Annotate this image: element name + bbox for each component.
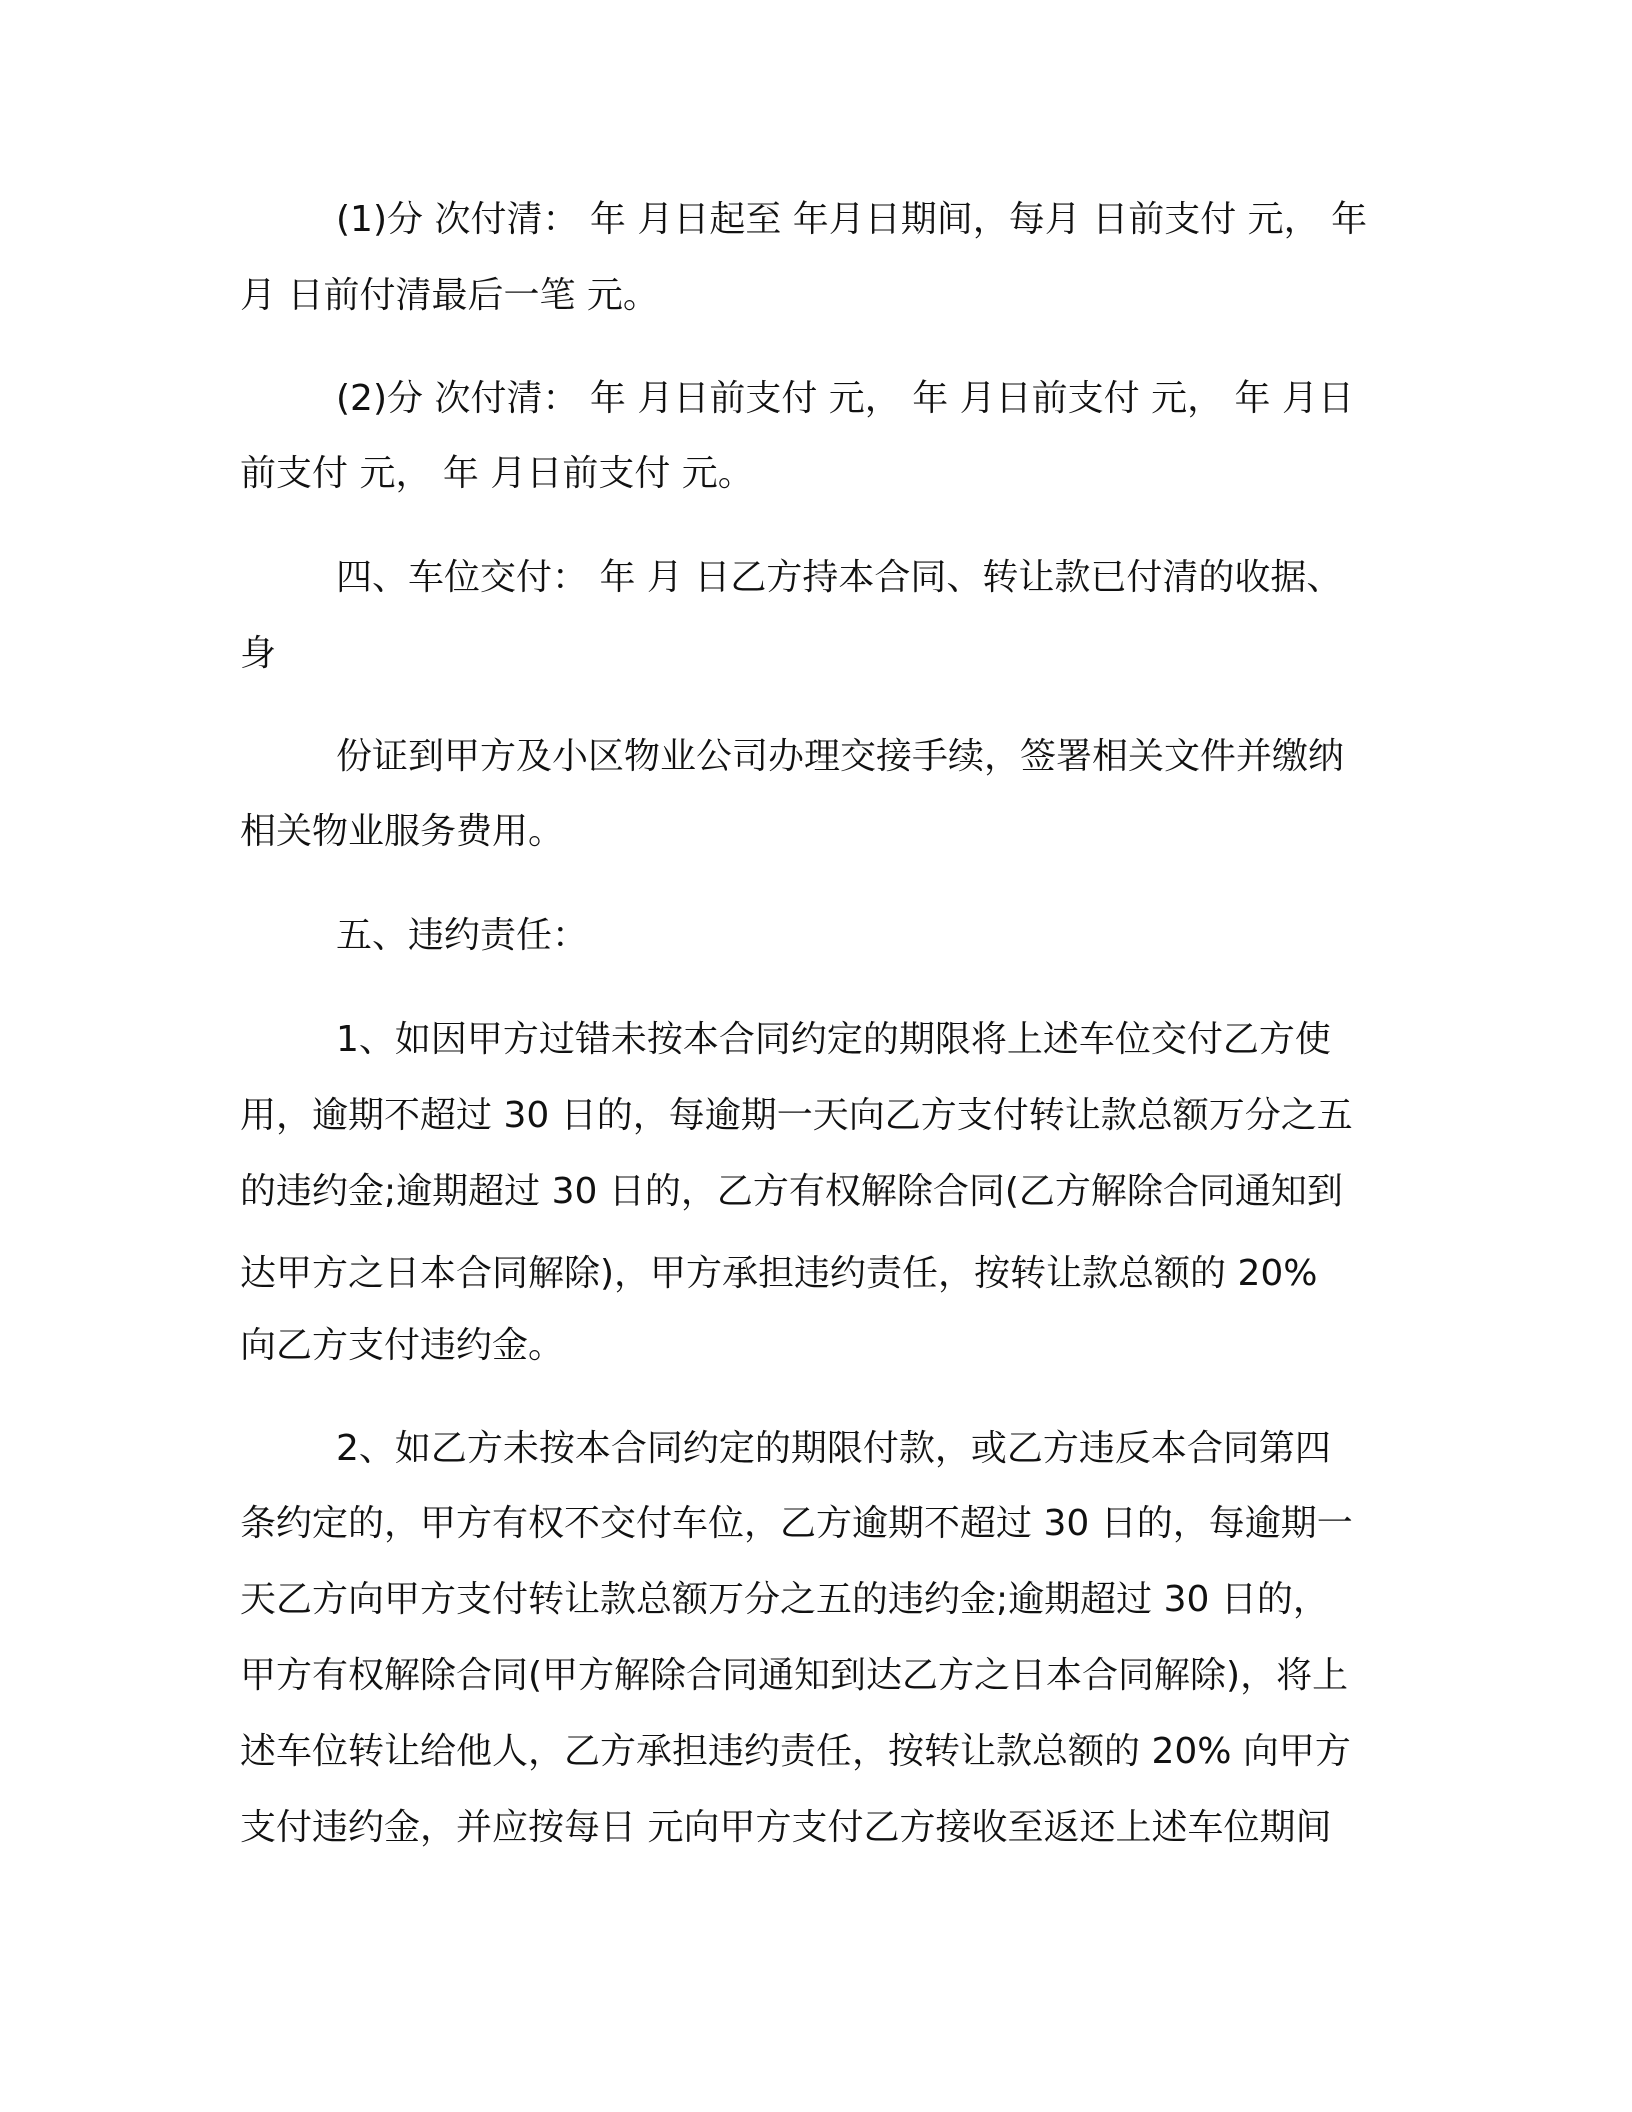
section-5-heading: 五、违约责任： [336,915,589,956]
section-4-line-4: 相关物业服务费用。 [240,811,565,852]
section-4-line-3: 份证到甲方及小区物业公司办理交接手续，签署相关文件并缴纳 [336,736,1345,777]
clause-2-line-1: 2、如乙方未按本合同约定的期限付款，或乙方违反本合同第四 [336,1428,1331,1469]
clause-2-line-6: 支付违约金，并应按每日 元向甲方支付乙方接收至返还上述车位期间 [240,1807,1332,1848]
installment-plan-1-line-2: 月 日前付清最后一笔 元。 [240,275,659,316]
clause-1-line-4: 达甲方之日本合同解除)，甲方承担违约责任，按转让款总额的 20% [240,1253,1318,1294]
installment-plan-1-line-1: (1)分 次付清： 年 月日起至 年月日期间，每月 日前支付 元， 年 [336,199,1368,240]
section-4-heading-line: 四、车位交付： 年 月 日乙方持本合同、转让款已付清的收据、 [336,557,1343,598]
clause-1-line-3: 的违约金;逾期超过 30 日的，乙方有权解除合同(乙方解除合同通知到 [240,1171,1343,1212]
clause-1-line-1: 1、如因甲方过错未按本合同约定的期限将上述车位交付乙方使 [336,1019,1331,1060]
installment-plan-2-line-1: (2)分 次付清： 年 月日前支付 元， 年 月日前支付 元， 年 月日 [336,378,1354,419]
clause-2-line-4: 甲方有权解除合同(甲方解除合同通知到达乙方之日本合同解除)，将上 [240,1655,1349,1696]
clause-2-line-2: 条约定的，甲方有权不交付车位，乙方逾期不超过 30 日的，每逾期一 [240,1503,1353,1544]
clause-2-line-5: 述车位转让给他人，乙方承担违约责任，按转让款总额的 20% 向甲方 [240,1731,1351,1772]
clause-1-line-5: 向乙方支付违约金。 [240,1325,565,1366]
clause-1-line-2: 用，逾期不超过 30 日的，每逾期一天向乙方支付转让款总额万分之五 [240,1095,1353,1136]
installment-plan-2-line-2: 前支付 元， 年 月日前支付 元。 [240,453,754,494]
clause-2-line-3: 天乙方向甲方支付转让款总额万分之五的违约金;逾期超过 30 日的， [240,1579,1329,1620]
section-4-line-2: 身 [240,633,277,674]
